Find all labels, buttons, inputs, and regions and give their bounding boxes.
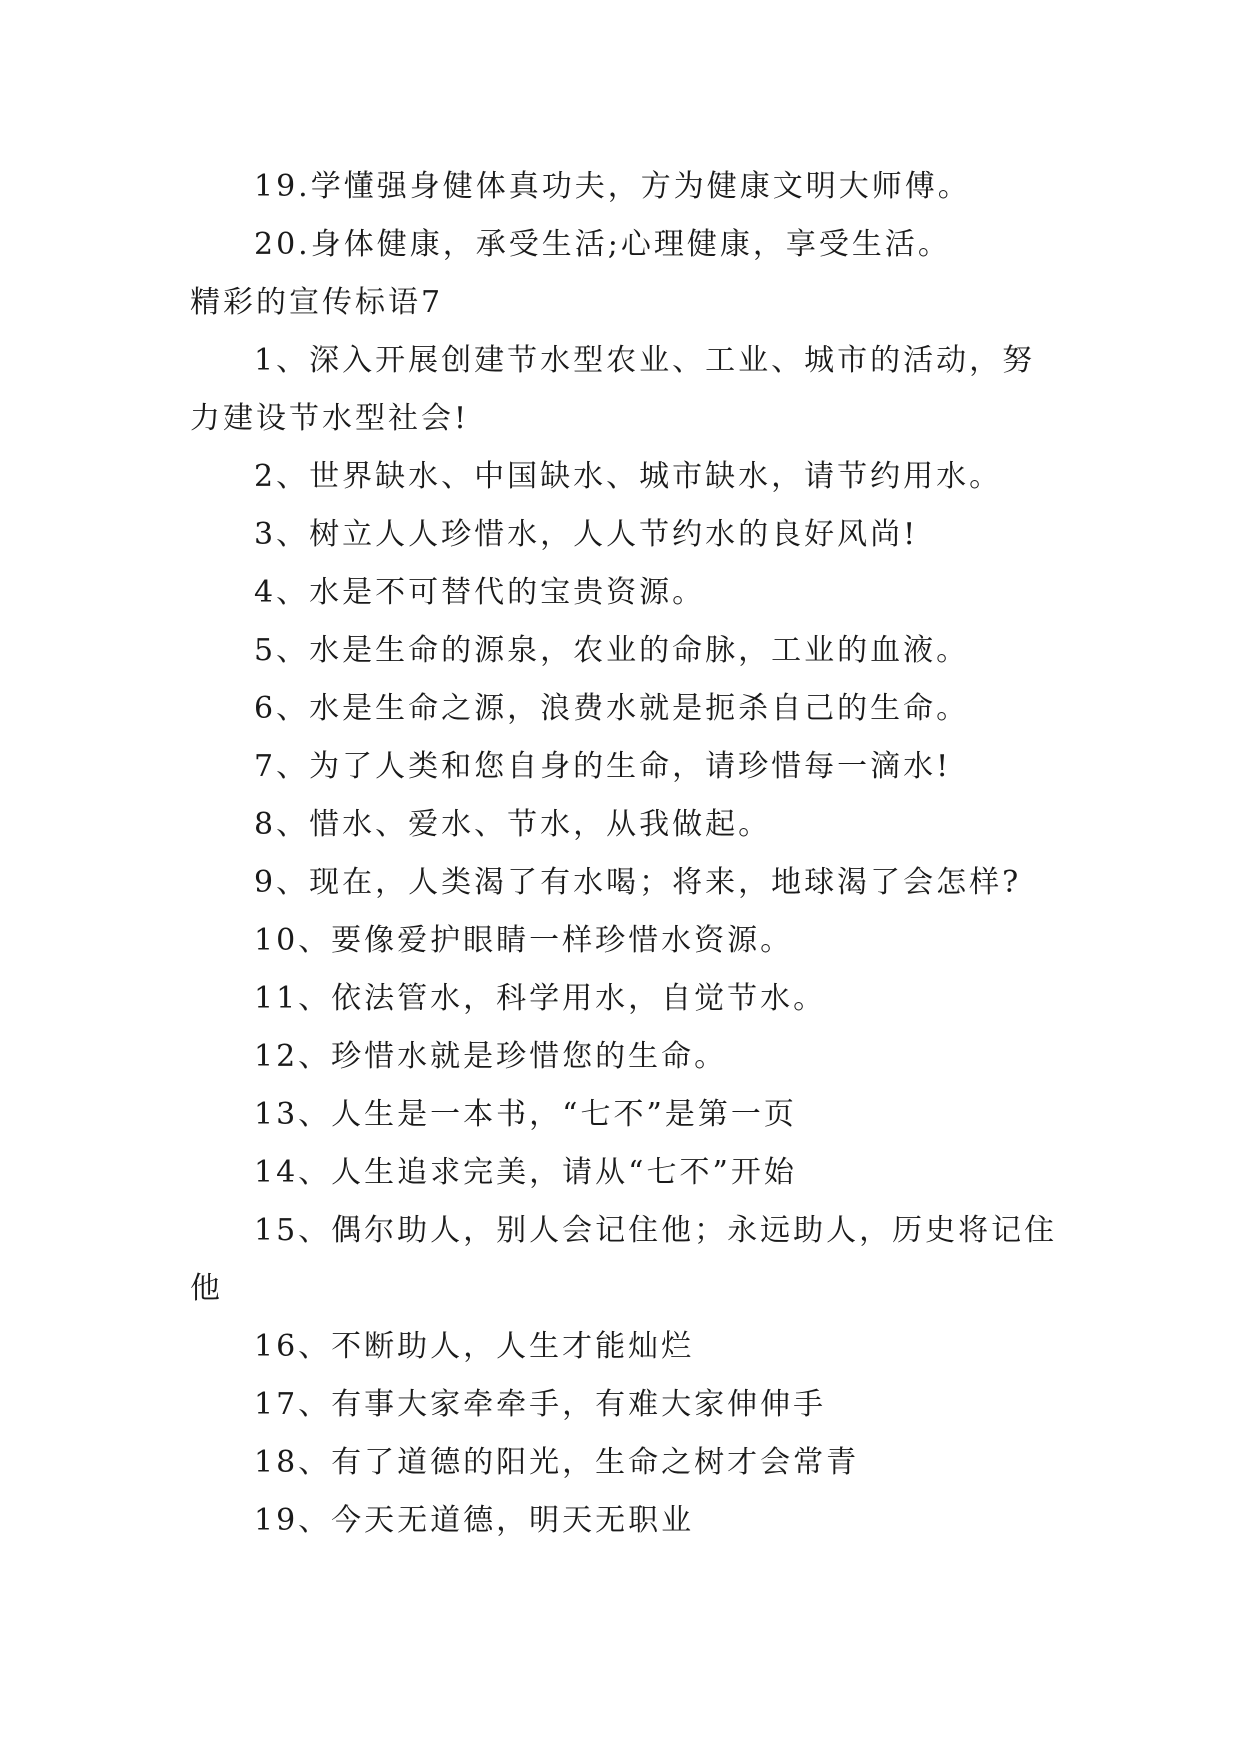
text-line: 18、有了道德的阳光，生命之树才会常青 [254,1445,860,1480]
text-line: 20.身体健康，承受生活;心理健康，享受生活。 [254,227,951,262]
text-line: 14、人生追求完美，请从“七不”开始 [254,1155,797,1190]
text-line: 15、偶尔助人，别人会记住他；永远助人，历史将记住 [254,1213,1058,1248]
text-line: 13、人生是一本书，“七不”是第一页 [254,1097,797,1132]
text-line: 4、水是不可替代的宝贵资源。 [254,575,706,610]
section-heading: 精彩的宣传标语7 [190,285,444,320]
text-line: 7、为了人类和您自身的生命，请珍惜每一滴水! [254,749,952,784]
text-line: 19.学懂强身健体真功夫，方为健康文明大师傅。 [254,169,971,204]
text-line: 17、有事大家牵牵手，有难大家伸伸手 [254,1387,827,1422]
text-line: 5、水是生命的源泉，农业的命脉，工业的血液。 [254,633,970,668]
text-line: 12、珍惜水就是珍惜您的生命。 [254,1039,728,1074]
text-line: 8、惜水、爱水、节水，从我做起。 [254,807,772,842]
text-line: 16、不断助人，人生才能灿烂 [254,1329,695,1364]
text-line-continuation: 力建设节水型社会! [190,401,470,436]
document-body [190,158,1060,1550]
text-line: 11、依法管水，科学用水，自觉节水。 [254,981,827,1016]
text-line: 9、现在，人类渴了有水喝；将来，地球渴了会怎样? [254,865,1022,900]
text-line: 6、水是生命之源，浪费水就是扼杀自己的生命。 [254,691,970,726]
text-line: 3、树立人人珍惜水，人人节约水的良好风尚! [254,517,919,552]
text-line: 19、今天无道德，明天无职业 [254,1503,695,1538]
text-line: 1、深入开展创建节水型农业、工业、城市的活动，努 [254,343,1036,378]
text-line-continuation: 他 [190,1271,223,1306]
text-line: 10、要像爱护眼睛一样珍惜水资源。 [254,923,794,958]
text-line: 2、世界缺水、中国缺水、城市缺水，请节约用水。 [254,459,1003,494]
